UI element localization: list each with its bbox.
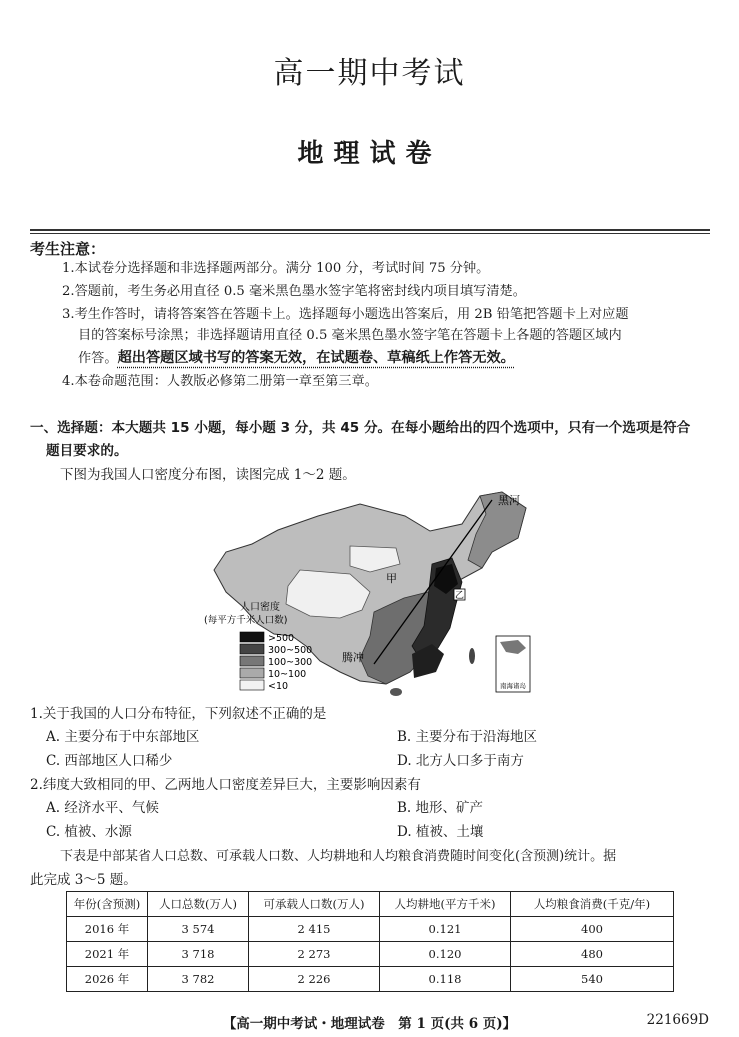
legend-swatch-5: [240, 680, 264, 690]
statistics-table: [66, 891, 674, 992]
question-1-option-c[interactable]: C. 西部地区人口稀少: [46, 753, 173, 769]
table-cell: 2016 年: [67, 917, 148, 942]
legend-label-5: <10: [268, 681, 289, 692]
table-row: [67, 967, 674, 992]
question-2-option-d[interactable]: D. 植被、土壤: [397, 824, 484, 840]
label-yi: 乙: [455, 591, 465, 601]
table-row: [67, 917, 674, 942]
population-density-map: [200, 486, 540, 698]
exam-title: 高一期中考试: [273, 56, 466, 91]
legend-label-3: 100~300: [268, 657, 313, 668]
table-header: 可承载人口数(万人): [249, 892, 380, 917]
table-cell: 540: [511, 967, 674, 992]
table-cell: 2 273: [249, 942, 380, 967]
section-heading-cont: 题目要求的。: [46, 443, 128, 459]
legend-label-4: 10~100: [268, 669, 307, 680]
notice-item-3: 3.考生作答时，请将答案答在答题卡上。选择题每小题选出答案后，用 2B 铅笔把答题卡上对应题: [62, 307, 629, 322]
map-taiwan: [469, 648, 475, 664]
question-2-stem: 2.纬度大致相同的甲、乙两地人口密度差异巨大，主要影响因素有: [30, 777, 421, 793]
legend-label-1: >500: [268, 633, 295, 644]
question-1-stem: 1.关于我国的人口分布特征，下列叙述不正确的是: [30, 706, 327, 722]
section-heading: 一、选择题：本大题共 15 小题，每小题 3 分，共 45 分。在每小题给出的四个选项中，只有一个选项是符合: [30, 420, 691, 436]
question-2-option-c[interactable]: C. 植被、水源: [46, 824, 132, 840]
divider-thin: [30, 233, 710, 234]
table-header: 人均粮食消费(千克/年): [511, 892, 674, 917]
legend-label-2: 300~500: [268, 645, 313, 656]
notice-title: 考生注意：: [30, 240, 106, 258]
paper-code: 221669D: [646, 1012, 709, 1028]
table-cell: 2021 年: [67, 942, 148, 967]
question-1-option-a[interactable]: A. 主要分布于中东部地区: [46, 729, 200, 745]
table-cell: 0.120: [380, 942, 511, 967]
table-header: 人均耕地(平方千米): [380, 892, 511, 917]
table-cell: 3 718: [148, 942, 249, 967]
table-cell: 3 782: [148, 967, 249, 992]
notice-item-3-end: [78, 348, 515, 369]
table-cell: 2026 年: [67, 967, 148, 992]
legend-swatch-3: [240, 656, 264, 666]
notice-item-3-end-text: 作答。: [78, 351, 118, 366]
legend-swatch-4: [240, 668, 264, 678]
table-header: 年份(含预测): [67, 892, 148, 917]
table-header-row: [67, 892, 674, 917]
notice-item-2: 2.答题前，考生务必用直径 0.5 毫米黑色墨水签字笔将密封线内项目填写清楚。: [62, 284, 526, 299]
map-hainan: [390, 688, 402, 696]
label-heihe: 黑河: [498, 494, 520, 507]
map-intro: 下图为我国人口密度分布图，读图完成 1～2 题。: [60, 467, 356, 483]
table-intro-cont: 此完成 3～5 题。: [30, 872, 137, 888]
table-cell: 480: [511, 942, 674, 967]
paper-subtitle: 地理试卷: [297, 139, 442, 169]
notice-emphasis: 超出答题区域书写的答案无效，在试题卷、草稿纸上作答无效。: [117, 350, 515, 366]
question-2-option-b[interactable]: B. 地形、矿产: [397, 800, 484, 816]
legend-swatch-1: [240, 632, 264, 642]
notice-item-3-cont: 目的答案标号涂黑；非选择题请用直径 0.5 毫米黑色墨水签字笔在答题卡上各题的答题区域内: [78, 328, 622, 343]
legend-subtitle: (每平方千米人口数): [204, 615, 288, 626]
table-cell: 400: [511, 917, 674, 942]
table-cell: 2 226: [249, 967, 380, 992]
table-row: [67, 942, 674, 967]
question-2-option-a[interactable]: A. 经济水平、气候: [46, 800, 159, 816]
question-1-option-b[interactable]: B. 主要分布于沿海地区: [397, 729, 538, 745]
label-jia: 甲: [386, 572, 397, 585]
notice-item-1: 1.本试卷分选择题和非选择题两部分。满分 100 分，考试时间 75 分钟。: [62, 261, 490, 276]
table-cell: 3 574: [148, 917, 249, 942]
table-intro: 下表是中部某省人口总数、可承载人口数、人均耕地和人均粮食消费随时间变化(含预测)统计。据: [60, 849, 617, 864]
table-cell: 0.118: [380, 967, 511, 992]
legend-swatch-2: [240, 644, 264, 654]
label-tengchong: 腾冲: [342, 651, 364, 664]
legend-title: 人口密度: [240, 602, 280, 613]
page-footer: 【高一期中考试・地理试卷 第 1 页(共 6 页)】: [222, 1016, 517, 1032]
divider-thick: [30, 229, 710, 231]
table-cell: 2 415: [249, 917, 380, 942]
notice-item-4: 4.本卷命题范围：人教版必修第二册第一章至第三章。: [62, 374, 378, 389]
table-header: 人口总数(万人): [148, 892, 249, 917]
south-sea-inset-label: 南海诸岛: [500, 682, 526, 690]
table-cell: 0.121: [380, 917, 511, 942]
question-1-option-d[interactable]: D. 北方人口多于南方: [397, 753, 524, 769]
